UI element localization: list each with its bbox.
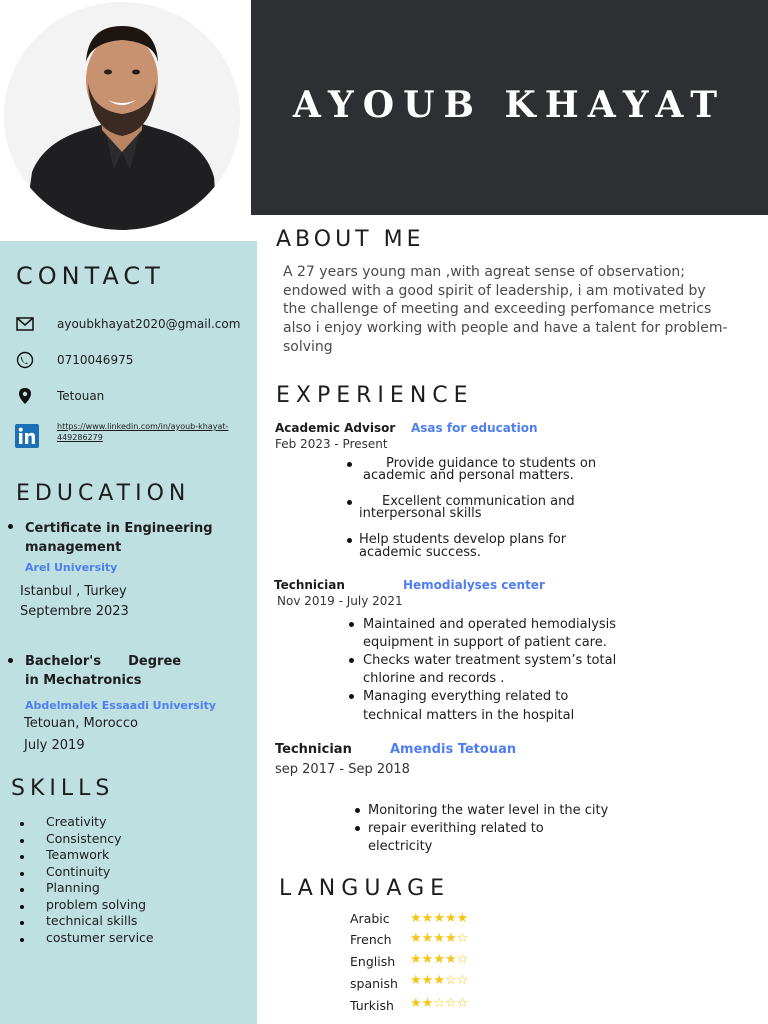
duty-line: Maintained and operated hemodialysis [363, 617, 617, 632]
skill-item: Teamwork [20, 847, 154, 864]
duty-line: Excellent communication and [382, 494, 575, 509]
skill-item: costumer service [20, 930, 154, 947]
bullet [347, 462, 352, 467]
degree-line: Certificate in Engineering [25, 521, 213, 536]
star-filled-icon: ★ [433, 931, 445, 946]
star-filled-icon: ★ [421, 931, 434, 946]
star-empty-icon: ☆ [433, 996, 445, 1011]
job-org-2: Hemodialyses center [403, 578, 545, 592]
language-heading: LANGUAGE [279, 876, 451, 901]
contact-location [15, 386, 105, 406]
skills-heading: SKILLS [11, 776, 115, 801]
skill-item: Creativity [20, 814, 154, 831]
bullet [347, 500, 352, 505]
contact-heading: CONTACT [16, 262, 165, 290]
star-rating [410, 911, 468, 926]
degree-line: Bachelor's Degree [25, 654, 182, 669]
linkedin-icon [15, 424, 39, 448]
duty-line: Monitoring the water level in the city [368, 803, 609, 818]
bullet [349, 622, 354, 627]
skill-item: problem solving [20, 897, 154, 914]
education-place-2: Tetouan, Morocco [24, 716, 138, 731]
duty-line: academic and personal matters. [363, 468, 574, 483]
star-empty-icon: ☆ [456, 931, 469, 946]
job-date-2: Nov 2019 - July 2021 [277, 594, 403, 608]
contact-phone[interactable] [15, 350, 134, 370]
degree-line: management [25, 540, 122, 555]
star-filled-icon: ★ [444, 931, 457, 946]
skill-item: Planning [20, 880, 154, 897]
star-filled-icon: ★ [433, 952, 445, 967]
bullet [355, 826, 360, 831]
job-org-1: Asas for education [411, 421, 538, 435]
duty-line: chlorine and records . [363, 671, 505, 686]
name-header [251, 0, 768, 215]
star-rating [410, 952, 468, 967]
about-heading: ABOUT ME [276, 227, 425, 252]
phone-icon [15, 350, 35, 370]
star-filled-icon: ★ [421, 996, 434, 1011]
skill-item: Continuity [20, 864, 154, 881]
skills-list [20, 814, 154, 946]
job-date-1: Feb 2023 - Present [275, 437, 388, 451]
star-rating [410, 931, 468, 946]
education-university-1: Arel University [25, 561, 118, 574]
duty-line: electricity [368, 839, 433, 854]
profile-photo [4, 2, 240, 230]
education-place-1: Istanbul , Turkey [20, 584, 127, 599]
star-filled-icon: ★ [410, 996, 422, 1011]
linkedin-link[interactable]: https://www.linkedin.com/in/ayoub-khayat-449286279 [57, 422, 229, 442]
duty-line: Checks water treatment system’s total [363, 653, 617, 668]
star-filled-icon: ★ [456, 911, 469, 926]
star-empty-icon: ☆ [456, 996, 469, 1011]
star-filled-icon: ★ [444, 911, 457, 926]
contact-linkedin[interactable] [15, 422, 229, 448]
star-filled-icon: ★ [433, 911, 445, 926]
duty-line: Provide guidance to students on [386, 456, 597, 471]
duty-line: equipment in support of patient care. [363, 635, 607, 650]
star-empty-icon: ☆ [444, 973, 457, 988]
education-heading: EDUCATION [16, 481, 191, 506]
degree-line: in Mechatronics [25, 673, 142, 688]
star-empty-icon: ☆ [456, 973, 469, 988]
job-role-2: Technician [274, 578, 345, 592]
star-filled-icon: ★ [410, 931, 422, 946]
star-filled-icon: ★ [410, 973, 422, 988]
bullet [8, 658, 13, 663]
bullet [347, 538, 352, 543]
star-filled-icon: ★ [410, 952, 422, 967]
envelope-icon [15, 314, 35, 334]
bullet [8, 524, 13, 529]
location-text: Tetouan [57, 389, 105, 403]
bullet [349, 694, 354, 699]
star-empty-icon: ☆ [444, 996, 457, 1011]
star-filled-icon: ★ [421, 973, 434, 988]
job-date-3: sep 2017 - Sep 2018 [275, 762, 410, 777]
star-filled-icon: ★ [421, 911, 434, 926]
about-paragraph: A 27 years young man ,with agreat sense of observation; endowed with a good spirit of leadership, i am motivated by the challenge of meeting and exceeding perfomance metrics also i enjoy working with people and have a talent for problem-solving [283, 264, 728, 355]
map-pin-icon [15, 386, 35, 406]
star-rating [410, 973, 468, 988]
job-role-1: Academic Advisor [275, 421, 396, 435]
language-name: spanish [350, 976, 398, 991]
skill-item: technical skills [20, 913, 154, 930]
education-date-2: July 2019 [24, 738, 85, 753]
job-role-3: Technician [275, 742, 352, 757]
contact-email[interactable] [15, 314, 241, 334]
education-degree-2 [25, 652, 181, 690]
education-university-2: Abdelmalek Essaadi University [25, 699, 217, 712]
education-date-1: Septembre 2023 [20, 604, 129, 619]
duty-line: repair everithing related to [368, 821, 544, 836]
star-empty-icon: ☆ [456, 952, 469, 967]
experience-heading: EXPERIENCE [276, 383, 474, 408]
bullet [349, 658, 354, 663]
skill-item: Consistency [20, 831, 154, 848]
full-name: AYOUB KHAYAT [292, 84, 727, 126]
star-filled-icon: ★ [421, 952, 434, 967]
duty-line: interpersonal skills [359, 506, 482, 521]
email-text: ayoubkhayat2020@gmail.com [57, 317, 241, 331]
language-name: Turkish [350, 998, 394, 1013]
duty-line: academic success. [359, 545, 481, 560]
star-filled-icon: ★ [444, 952, 457, 967]
star-filled-icon: ★ [410, 911, 422, 926]
bullet [355, 808, 360, 813]
phone-text: 0710046975 [57, 353, 134, 367]
education-degree-1 [25, 519, 213, 557]
language-name: French [350, 932, 392, 947]
language-name: Arabic [350, 911, 390, 926]
duty-line: Managing everything related to [363, 689, 569, 704]
profile-photo-illustration [4, 2, 240, 230]
star-filled-icon: ★ [433, 973, 445, 988]
star-rating [410, 996, 468, 1011]
language-name: English [350, 954, 396, 969]
duty-line: technical matters in the hospital [363, 708, 575, 723]
job-org-3: Amendis Tetouan [390, 742, 517, 757]
duty-line: Help students develop plans for [359, 532, 567, 547]
